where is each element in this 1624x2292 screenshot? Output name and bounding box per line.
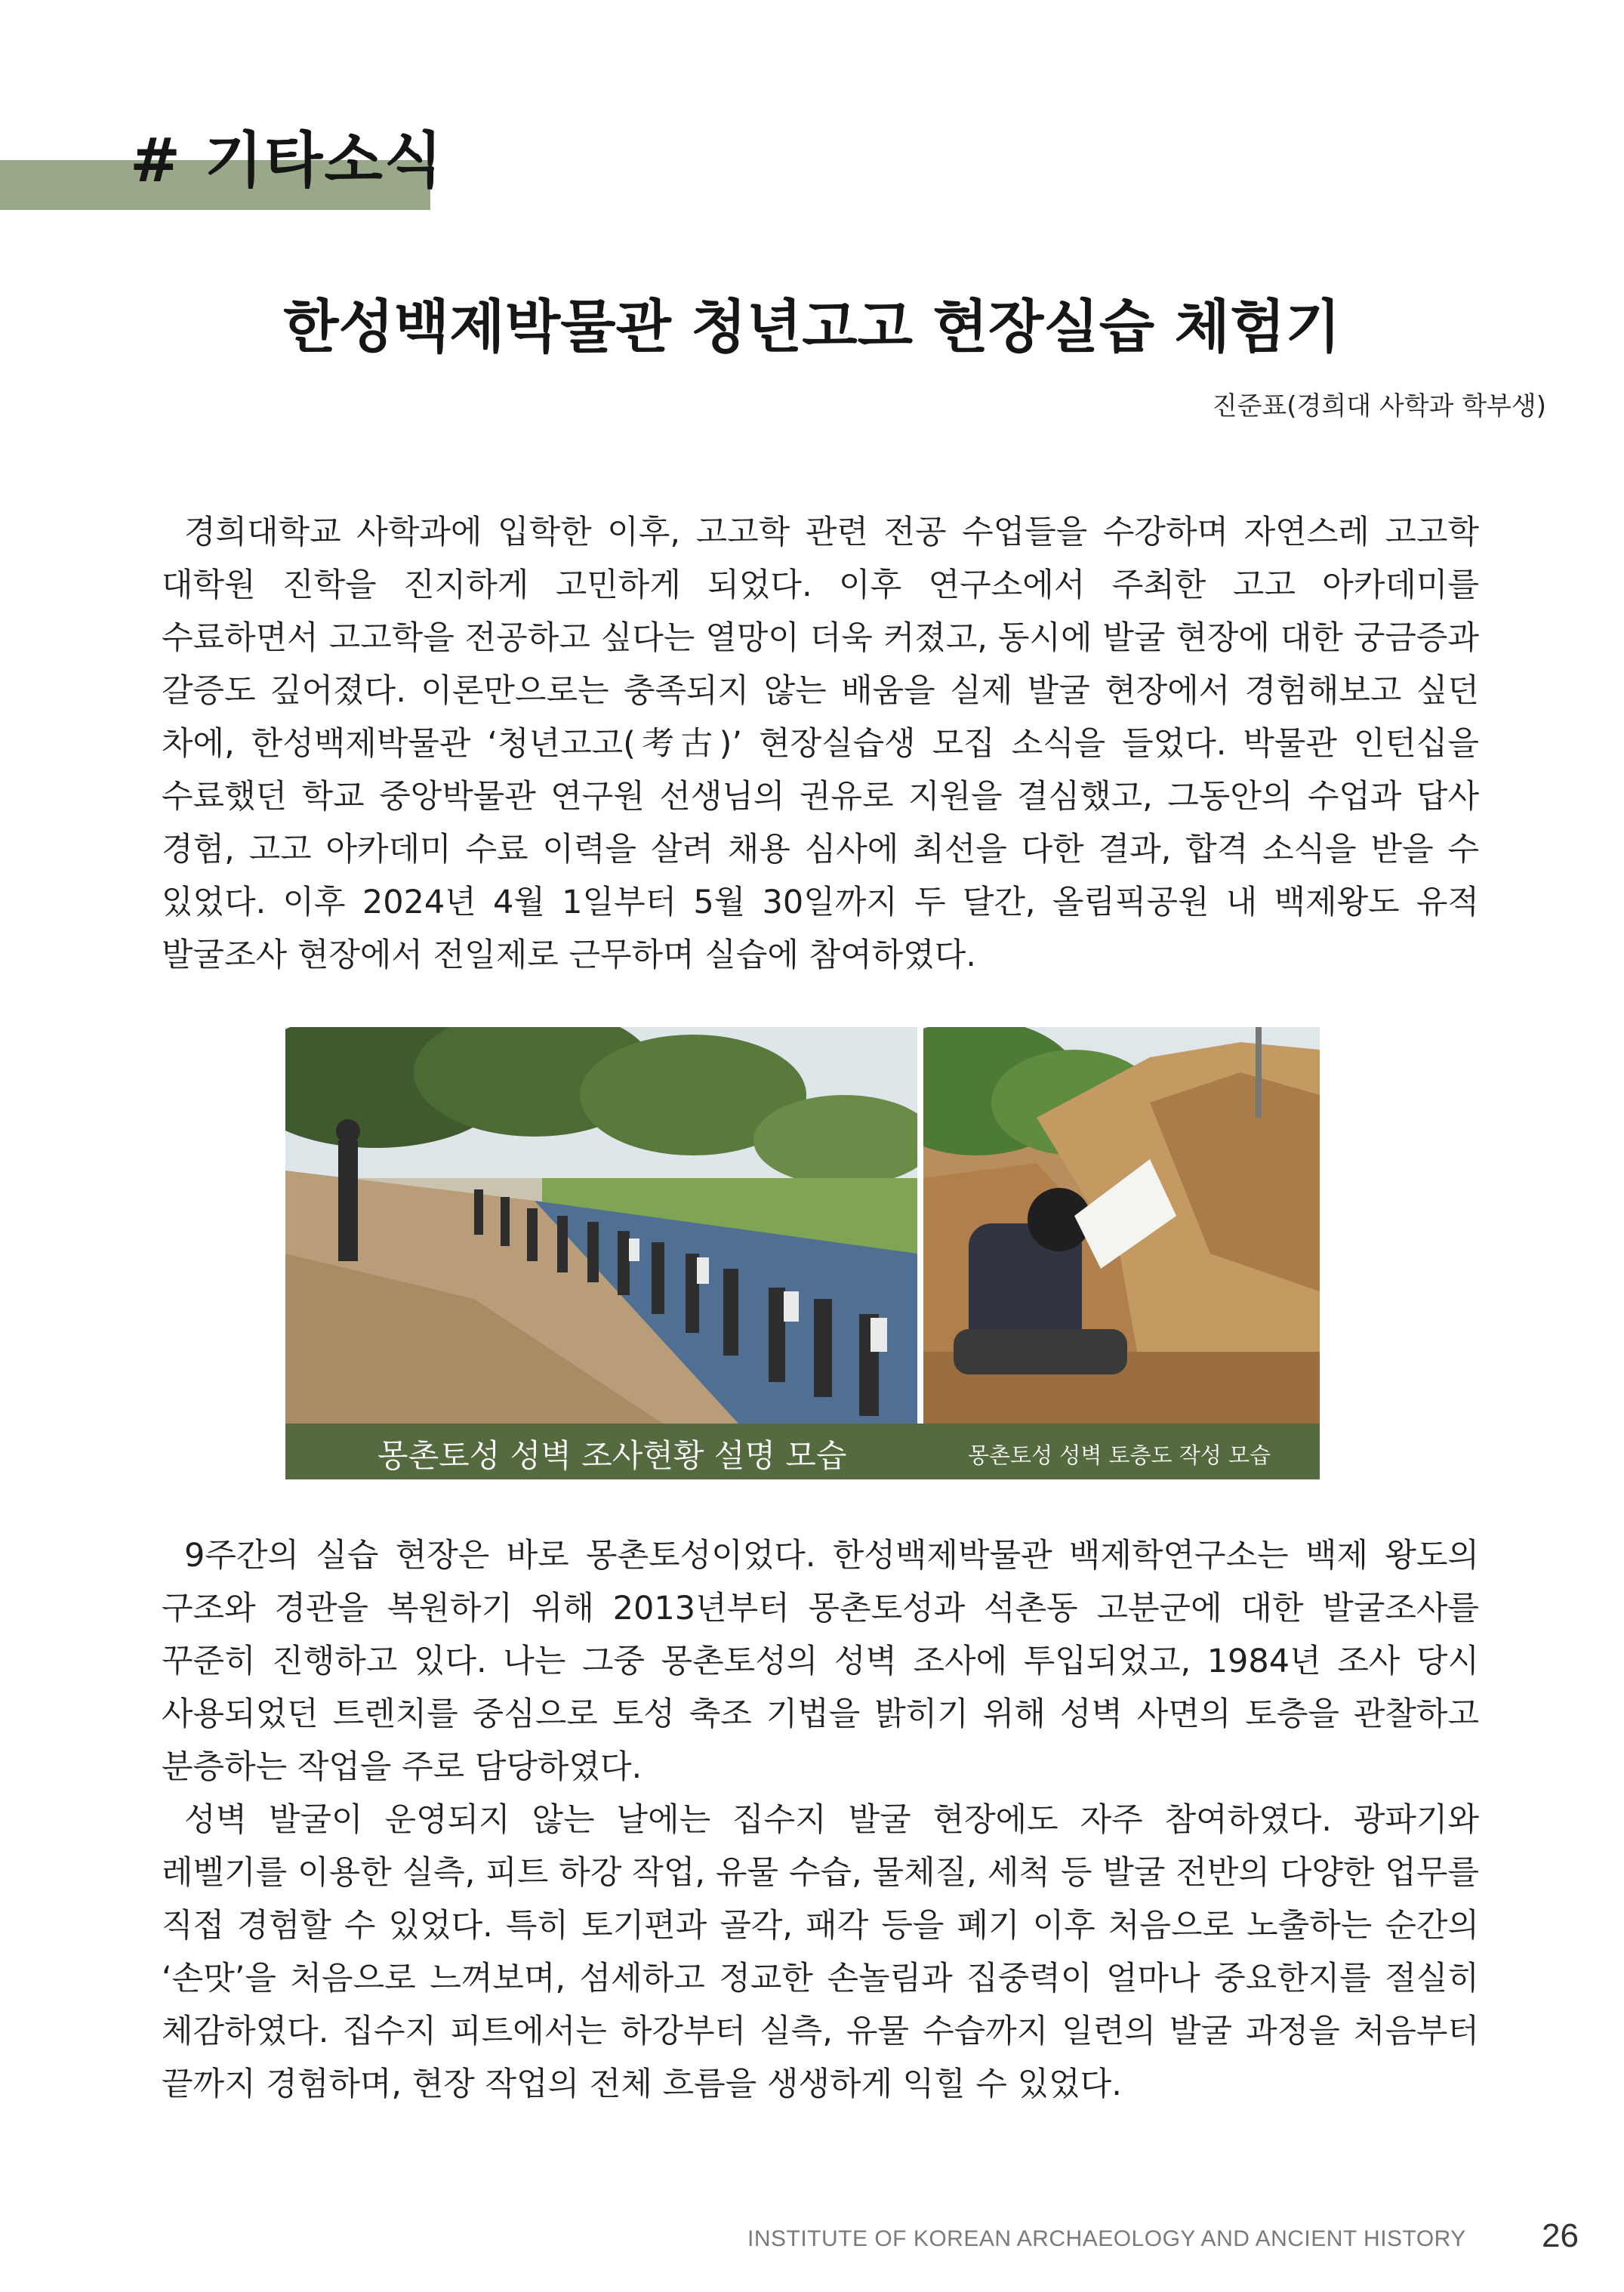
body-paragraph-2: 9주간의 실습 현장은 바로 몽촌토성이었다. 한성백제박물관 백제학연구소는 백제 왕도의 구조와 경관을 복원하기 위해 2013년부터 몽촌토성과 석촌동 고분군에 대한 발굴조사를 꾸준히 진행하고 있다. 나는 그중 몽촌토성의 성벽 조사에 투입되었고, 1984년 조사 당시 사용되었던 트렌치를 중심으로 토성 축조 기법을 밝히기 위해 성벽 사면의 토층을 관찰하고 분층하는 작업을 주로 담당하였다. [162, 1537, 1479, 1786]
body-paragraph-1: 경희대학교 사학과에 입학한 이후, 고고학 관련 전공 수업들을 수강하며 자연스레 고고학 대학원 진학을 진지하게 고민하게 되었다. 이후 연구소에서 주최한 고고 아카데미를 수료하면서 고고학을 전공하고 싶다는 열망이 더욱 커졌고, 동시에 발굴 현장에 대한 궁금증과 갈증도 깊어졌다. 이론만으로는 충족되지 않는 배움을 실제 발굴 현장에서 경험해보고 싶던 차에, 한성백제박물관 ‘청년고고(考古)’ 현장실습생 모집 소식을 들었다. 박물관 인턴십을 수료했던 학교 중앙박물관 연구원 선생님의 권유로 지원을 결심했고, 그동안의 수업과 답사 경험, 고고 아카데미 수료 이력을 살려 채용 심사에 최선을 다한 결과, 합격 소식을 받을 수 있었다. 이후 2024년 4월 1일부터 5월 30일까지 두 달간, 올림픽공원 내 백제왕도 유적 발굴조사 현장에서 전일제로 근무하며 실습에 참여하였다. [162, 514, 1479, 974]
footer-institute-name: INSTITUTE OF KOREAN ARCHAEOLOGY AND ANCIENT HISTORY [747, 2226, 1466, 2251]
article-author: 진준표(경희대 사학과 학부생) [1212, 391, 1546, 421]
section-title: # 기타소식 [130, 125, 445, 196]
photo-caption-2: 몽촌토성 성벽 토층도 작성 모습 [968, 1442, 1271, 1468]
page-number: 26 [1542, 2217, 1579, 2254]
body-paragraph-3: 성벽 발굴이 운영되지 않는 날에는 집수지 발굴 현장에도 자주 참여하였다. 광파기와 레벨기를 이용한 실측, 피트 하강 작업, 유물 수습, 물체질, 세척 등 발굴 전반의 다양한 업무를 직접 경험할 수 있었다. 특히 토기편과 골각, 패각 등을 폐기 이후 처음으로 노출하는 순간의 ‘손맛’을 처음으로 느껴보며, 섬세하고 정교한 손놀림과 집중력이 얼마나 중요한지를 절실히 체감하였다. 집수지 피트에서는 하강부터 실측, 유물 수습까지 일련의 발굴 과정을 처음부터 끝까지 경험하며, 현장 작업의 전체 흐름을 생생하게 익힐 수 있었다. [162, 1801, 1479, 2103]
photo-wall-survey-briefing [285, 1027, 917, 1424]
article-title: 한성백제박물관 청년고고 현장실습 체험기 [283, 293, 1341, 360]
photo-caption-1: 몽촌토성 성벽 조사현황 설명 모습 [377, 1437, 847, 1474]
photo-soil-layer-drawing [923, 1027, 1320, 1424]
